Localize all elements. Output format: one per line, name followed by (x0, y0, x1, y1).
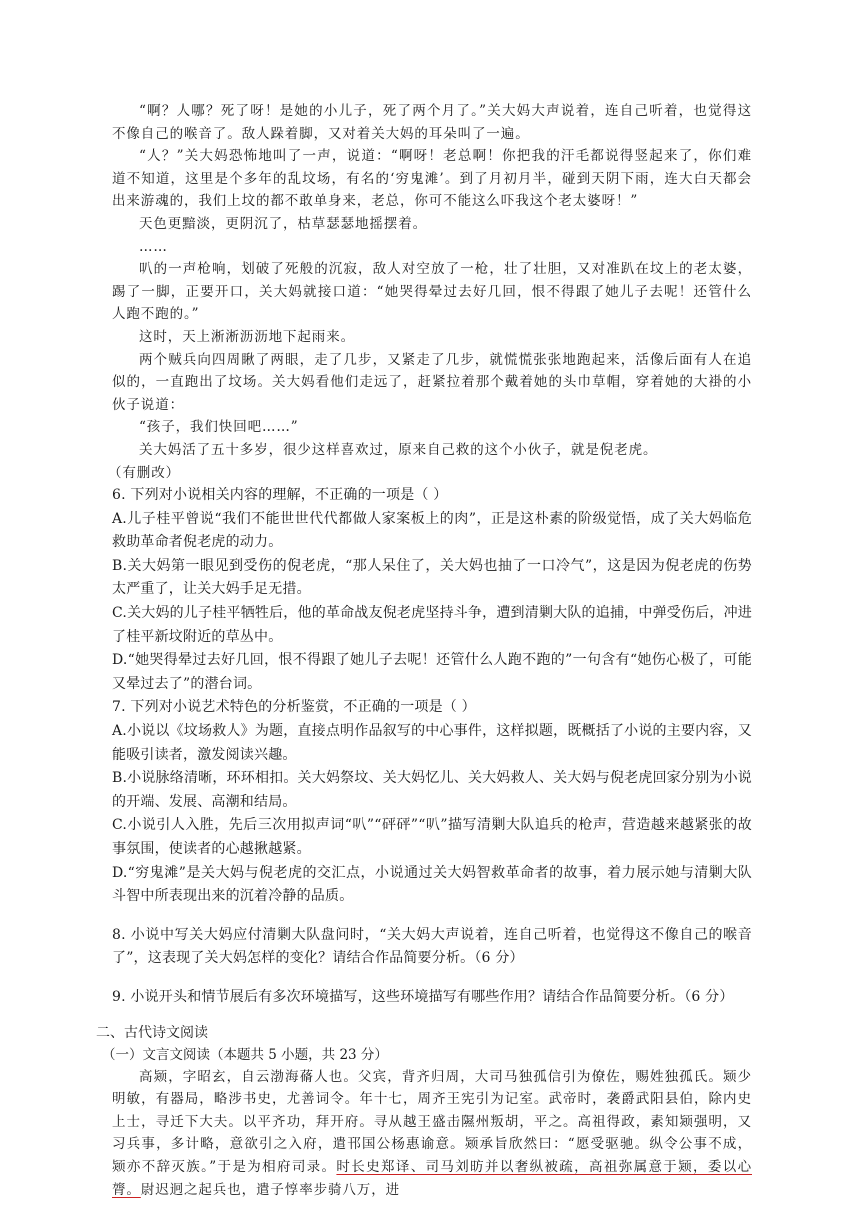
question-9: 9. 小说开头和情节展后有多次环境描写，这些环境描写有哪些作用？请结合作品简要分析。（6 分） (112, 988, 734, 1005)
story-paragraph-6: 这时，天上淅淅沥沥地下起雨来。 (139, 328, 355, 345)
story-paragraph-5: 叭的一声枪响，划破了死般的沉寂，敌人对空放了一枪，壮了壮胆，又对准趴在坟上的老太婆，踢了一脚，正要开口，关大妈就接口道：“她哭得晕过去好几回，恨不得跟了她儿子去呢！还管什么人跑不跑的。” (112, 261, 752, 323)
classical-passage (112, 1066, 752, 1202)
story-note: （有删改） (108, 464, 180, 481)
question-7-stem: 7. 下列对小说艺术特色的分析鉴赏，不正确的一项是（ ） (112, 699, 476, 716)
question-7-option-a: A.小说以《坟场救人》为题，直接点明作品叙写的中心事件，这样拟题，既概括了小说的主要内容，又能吸引读者，激发阅读兴趣。 (112, 723, 752, 763)
story-paragraph-8: “孩子，我们快回吧……” (139, 419, 299, 436)
question-6-option-d: D.“她哭得晕过去好几回，恨不得跟了她儿子去呢！还管什么人跑不跑的”一句含有“她伤心极了，可能又晕过去了”的潜台词。 (112, 652, 752, 692)
spacer (112, 909, 752, 924)
section-2-subtitle: （一）文言文阅读（本题共 5 小题，共 23 分） (102, 1046, 388, 1063)
story-paragraph-2: “人？”关大妈恐怖地叫了一声，说道：“啊呀！老总啊！你把我的汗毛都说得竖起来了，你们难道不知道，这里是个多年的乱坟场，有名的‘穷鬼滩’。到了月初月半，碰到天阴下雨，连大白天都会出来游魂的，我们上坟的都不敢单身来，老总，你可不能这么吓我这个老太婆呀！” (112, 148, 752, 210)
spacer (112, 971, 752, 986)
story-paragraph-7: 两个贼兵向四周瞅了两眼，走了几步，又紧走了几步，就慌慌张张地跑起来，活像后面有人在追似的，一直跑出了坟场。关大妈看他们走远了，赶紧拉着那个戴着她的头巾草帽，穿着她的大褂的小伙子说道： (112, 351, 752, 413)
underlined-sentence: 时长史郑译、司马刘昉并以奢纵被疏，高祖弥属意于颎，委以心膂。 (112, 1158, 752, 1198)
story-ellipsis: …… (139, 238, 168, 255)
spacer (112, 1010, 752, 1022)
question-8: 8. 小说中写关大妈应付清剿大队盘问时，“关大妈大声说着，连自己听着，也觉得这不像自己的喉音了”，这表现了关大妈怎样的变化？请结合作品简要分析。（6 分） (112, 926, 752, 967)
question-7-option-d: D.“穷鬼滩”是关大妈与倪老虎的交汇点，小说通过关大妈智救革命者的故事，着力展示她与清剿大队斗智中所表现出来的沉着冷静的品质。 (112, 864, 752, 905)
story-paragraph-1: “啊？人哪？死了呀！是她的小儿子，死了两个月了。”关大妈大声说着，连自己听着，也觉得这不像自己的喉音了。敌人跺着脚，又对着关大妈的耳朵叫了一遍。 (112, 103, 752, 142)
document-body (96, 100, 753, 1201)
story-paragraph-3: 天色更黯淡，更阴沉了，枯草瑟瑟地摇摆着。 (139, 215, 427, 232)
question-6-stem: 6. 下列对小说相关内容的理解，不正确的一项是（ ） (112, 487, 448, 504)
classical-passage-tail: 尉迟迥之起兵也，遣子惇率步骑八万，进 (140, 1181, 401, 1198)
question-6-option-a: A.儿子桂平曾说“我们不能世世代代都做人家案板上的肉”，正是这朴素的阶级觉悟，成了关大妈临危救助革命者倪老虎的动力。 (112, 510, 752, 551)
question-7-option-b: B.小说脉络清晰，环环相扣。关大妈祭坟、关大妈忆儿、关大妈救人、关大妈与倪老虎回家分别为小说的开端、发展、高潮和结局。 (112, 770, 752, 810)
question-6-option-c: C.关大妈的儿子桂平牺牲后，他的革命战友倪老虎坚持斗争，遭到清剿大队的追捕，中弹受伤后，冲进了桂平新坟附近的草丛中。 (112, 605, 752, 645)
question-7-option-c: C.小说引人入胜，先后三次用拟声词“叭”“砰砰”“叭”描写清剿大队追兵的枪声，营造越来越紧张的故事氛围，使读者的心越揪越紧。 (112, 817, 752, 857)
classical-passage-text: 高颎，字昭玄，自云渤海蓨人也。父宾，背齐归周，大司马独孤信引为僚佐，赐姓独孤氏。颎少明敏，有器局，略涉书史，尤善词令。年十七，周齐王宪引为记室。武帝时，袭爵武阳县伯，除内史上士，寻迁下大夫。以平齐功，拜开府。寻从越王盛击隰州叛胡，平之。高祖得政，素知颎强明，又习兵事，多计略，意欲引之入府，遣邗国公杨惠谕意。颎承旨欣然曰：“愿受驱驰。纵令公事不成，颎亦不辞灭族。”于是为相府司录。 (112, 1068, 753, 1175)
story-paragraph-9: 关大妈活了五十多岁，很少这样喜欢过，原来自己救的这个小伙子，就是倪老虎。 (139, 441, 658, 458)
section-2-title: 二、古代诗文阅读 (96, 1024, 208, 1041)
question-6-option-b: B.关大妈第一眼见到受伤的倪老虎，“那人呆住了，关大妈也抽了一口冷气”，这是因为倪老虎的伤势太严重了，让关大妈手足无措。 (112, 557, 752, 598)
